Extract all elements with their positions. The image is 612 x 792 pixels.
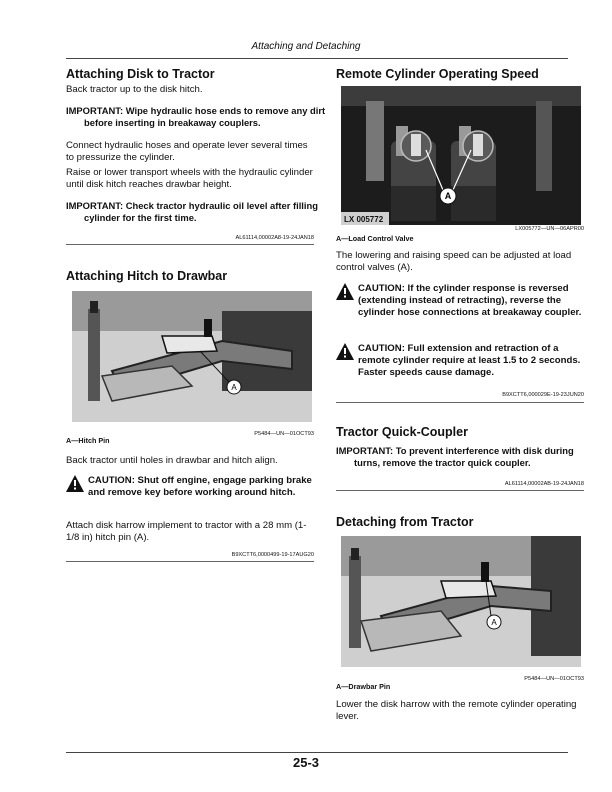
- hitch-pin-photo: [72, 291, 312, 422]
- section-divider: [66, 244, 314, 245]
- remote-speed-text: The lowering and raising speed can be adjusted at load control valves (A).: [336, 250, 572, 273]
- running-header: Attaching and Detaching: [251, 41, 361, 52]
- section-divider: [336, 402, 584, 403]
- warning-triangle-icon: [336, 343, 354, 365]
- section-detaching: [336, 515, 584, 529]
- heading-remote-cylinder: Remote Cylinder Operating Speed: [336, 67, 539, 81]
- section-divider: [336, 490, 584, 491]
- section-divider: [66, 561, 314, 562]
- warning-triangle-icon: [66, 475, 84, 497]
- important-remove-coupler: IMPORTANT: To prevent interference with disk during turns, remove the tractor quick coupler.: [336, 445, 574, 468]
- section-quick-coupler: [336, 425, 584, 439]
- ref-code-attach-hitch: B9XCTT6,0000499-19-17AUG20: [231, 552, 314, 558]
- hitch-photo-ref: P5484—UN—01OCT93: [254, 431, 314, 437]
- attach-hitch-step-1: Back tractor until holes in drawbar and hitch align.: [66, 455, 278, 466]
- page-number: 25-3: [292, 755, 320, 770]
- heading-quick-coupler: Tractor Quick-Coupler: [336, 425, 468, 439]
- drawbar-photo-caption: A—Drawbar Pin: [336, 682, 391, 691]
- heading-attaching-disk: Attaching Disk to Tractor: [66, 67, 215, 81]
- footer-rule: [66, 752, 568, 753]
- section-attaching-disk: [66, 67, 314, 81]
- hitch-photo-caption: A—Hitch Pin: [66, 436, 110, 445]
- heading-attaching-hitch: Attaching Hitch to Drawbar: [66, 269, 228, 283]
- ref-code-quick-coupler: AL61114,00002AB-19-24JAN18: [504, 481, 584, 487]
- ref-code-remote: B9XCTT6,000029E-19-23JUN20: [502, 392, 584, 398]
- valve-photo-callout: A: [444, 191, 452, 201]
- drawbar-pin-photo: [341, 536, 581, 667]
- heading-detaching: Detaching from Tractor: [336, 515, 474, 529]
- important-wipe-hose: IMPORTANT: Wipe hydraulic hose ends to remove any dirt before inserting in breakaway couplers.: [66, 105, 326, 128]
- attach-hitch-step-2: Attach disk harrow implement to tractor with a 28 mm (1-1/8 in) hitch pin (A).: [66, 520, 307, 543]
- hitch-photo-callout: A: [231, 383, 237, 392]
- ref-code-attach-disk: AL61114,00002A8-19-24JAN18: [235, 235, 314, 241]
- warning-triangle-icon: [336, 283, 354, 305]
- caution-cylinder-speed: [336, 343, 584, 379]
- header-rule: [66, 58, 568, 59]
- caution-text: CAUTION: If the cylinder response is reversed (extending instead of retracting), reverse the cylinder hose connections at breakaway coupler.: [358, 283, 582, 318]
- valve-photo-label: LX 005772: [344, 215, 384, 224]
- section-attaching-hitch: [66, 269, 314, 283]
- attach-disk-step-1: Back tractor up to the disk hitch.: [66, 84, 203, 95]
- caution-text: CAUTION: Shut off engine, engage parking brake and remove key before working around hitch.: [88, 475, 312, 498]
- caution-reversed-response: [336, 283, 584, 319]
- valve-photo-ref: LX005772—UN—06APR00: [515, 226, 584, 232]
- attach-disk-step-2: Connect hydraulic hoses and operate lever several times to pressurize the cylinder.: [66, 140, 308, 163]
- important-check-oil: IMPORTANT: Check tractor hydraulic oil level after filling cylinder for the first time.: [66, 200, 318, 223]
- drawbar-photo-callout: A: [491, 618, 497, 627]
- caution-shut-off-engine: [66, 475, 314, 499]
- drawbar-photo-ref: P5484—UN—01OCT93: [524, 676, 584, 682]
- detach-step-1: Lower the disk harrow with the remote cylinder operating lever.: [336, 699, 577, 722]
- valve-photo-caption: A—Load Control Valve: [336, 234, 414, 243]
- section-remote-cylinder: [336, 67, 584, 81]
- attach-disk-step-3: Raise or lower transport wheels with the hydraulic cylinder until disk hitch reaches drawbar height.: [66, 167, 313, 190]
- caution-text: CAUTION: Full extension and retraction of a remote cylinder require at least 1.5 to 2 seconds. Faster speeds cause damage.: [358, 343, 581, 378]
- load-control-valve-photo: [341, 86, 581, 225]
